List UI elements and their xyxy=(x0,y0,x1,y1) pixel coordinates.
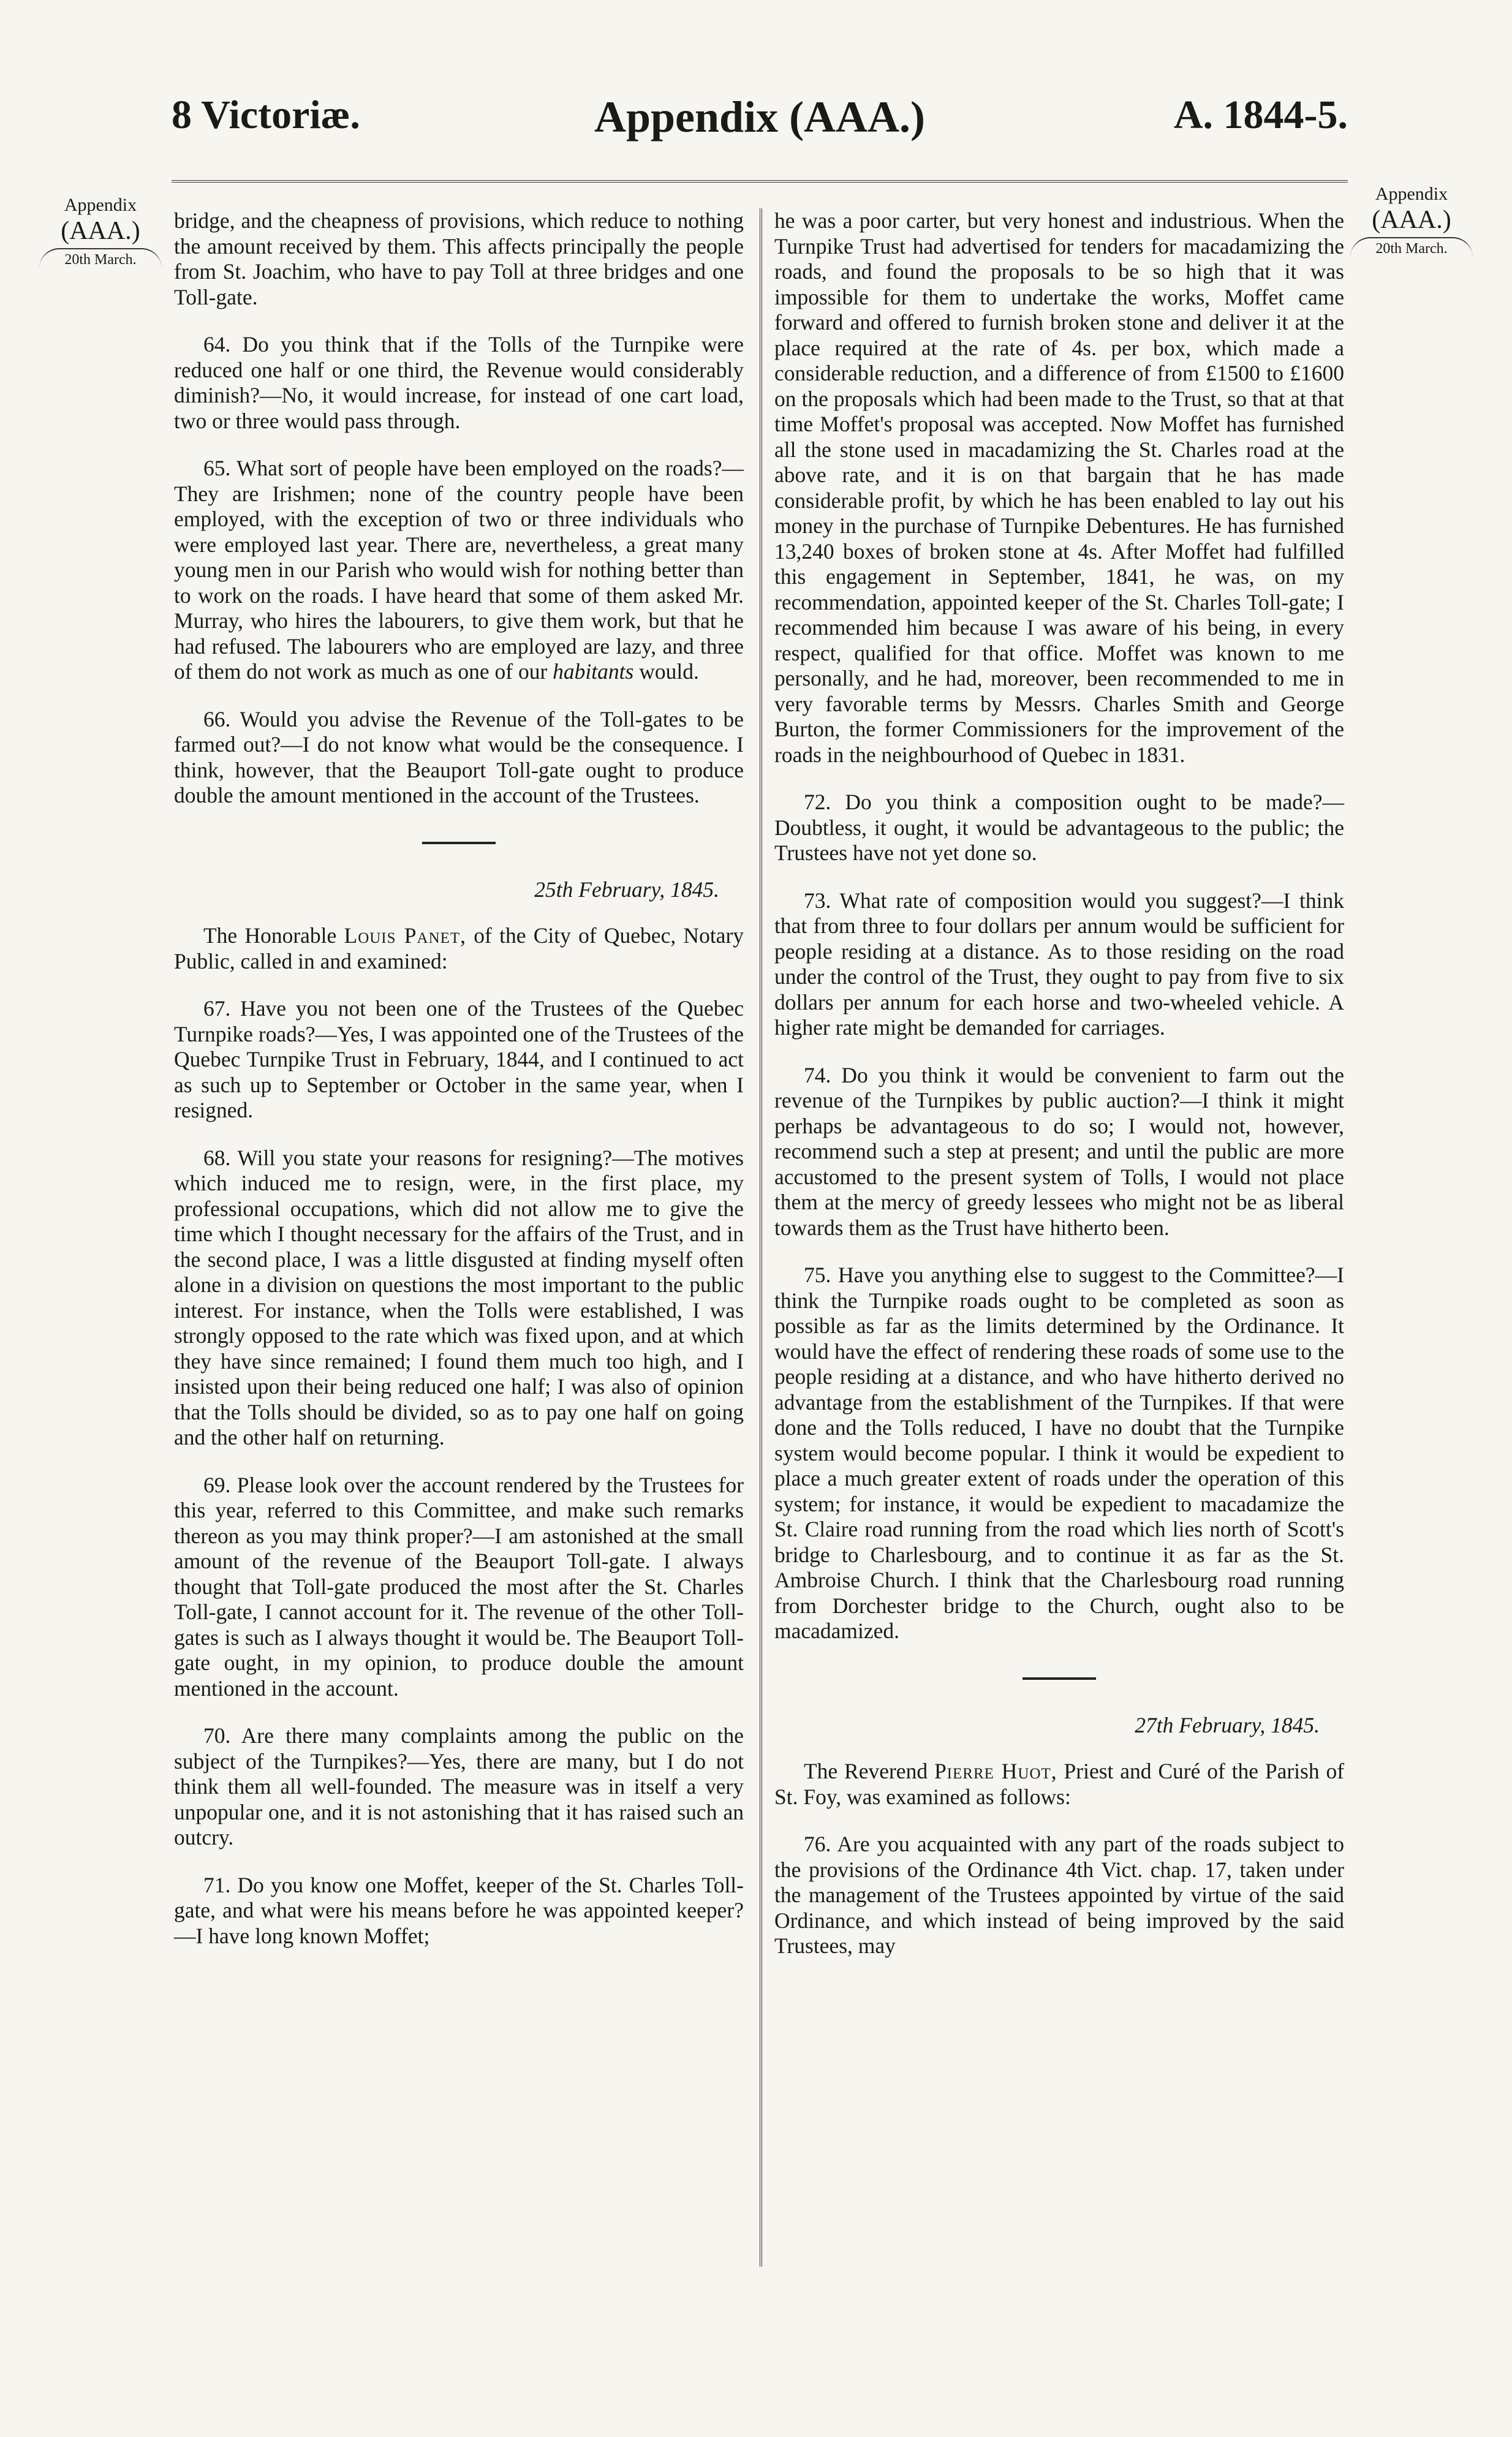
question-70: 70. Are there many complaints among the public on the subject of the Turnpikes?—Yes, there are many, but I do not think them all well-founded. The measure was in itself a very unpopular one, and it is not astonishing that it has raised such an outcry. xyxy=(174,1723,744,1849)
intro-text: The Honorable xyxy=(203,923,337,948)
witness-intro xyxy=(774,1759,1344,1810)
question-64: 64. Do you think that if the Tolls of the Turnpike were reduced one half or one third, the Revenue would considerably diminish?—No, it would increase, for instead of one cart load, two or three would pass through. xyxy=(174,332,744,433)
question-69: 69. Please look over the account rendered by the Trustees for this year, referred to this Committee, and make such remarks thereon as you may think proper?—I am astonished at the small amount of the revenue of the Beauport Toll-gate. I always thought that Toll-gate produced the most after the St. Charles Toll-gate, I cannot account for it. The revenue of the other Toll-gates is such as I always thought it would be. The Beauport Toll-gate ought, in my opinion, to produce double the amount mentioned in the account. xyxy=(174,1472,744,1701)
question-66: 66. Would you advise the Revenue of the Toll-gates to be farmed out?—I do not know what would be the consequence. I think, however, that the Beauport Toll-gate ought to produce double the amount mentioned in the account of the Trustees. xyxy=(174,706,744,807)
intro-text-end: of the City of Quebec, Notary Public, called in and examined: xyxy=(174,923,744,973)
witness-name: Louis Panet, xyxy=(344,923,467,948)
continued-paragraph: he was a poor carter, but very honest and industrious. When the Turnpike Trust had advertised for tenders for macadamizing the roads, and found the proposals to be so high that it was impossible for them to undertake the works, Moffet came forward and offered to furnish broken stone and deliver it at the place required at the rate of 4s. per box, which made a considerable reduction, and a difference of from £1500 to £1600 on the proposals which had been made to the Trust, so that at that time Moffet's proposal was accepted. Now Moffet has furnished all the stone used in macadamizing the St. Charles road at the above rate, and it is on that bargain that he has made considerable profit, by which he has been enabled to lay out his money in the purchase of Turnpike Debentures. He has furnished 13,240 boxes of broken stone at 4s. After Moffet had fulfilled this engagement in September, 1841, he was, on my recommendation, appointed keeper of the St. Charles Toll-gate; I recommended him because I was aware of his being, in every respect, qualified for that office. Moffet was known to me personally, and he had, moreover, been recommended to me in very favorable terms by Messrs. Charles Smith and George Burton, the former Commissioners for the improvement of the roads in the neighbourhood of Quebec in 1831. xyxy=(774,208,1344,767)
question-67: 67. Have you not been one of the Trustees of the Quebec Turnpike roads?—Yes, I was appointed one of the Trustees of the Quebec Turnpike Trust in February, 1844, and I continued to act as such up to September or October in the same year, when I resigned. xyxy=(174,996,744,1122)
section-date: 27th February, 1845. xyxy=(1135,1712,1320,1737)
section-separator xyxy=(422,842,496,844)
margin-date: 20th March. xyxy=(1350,237,1473,258)
section-date: 25th February, 1845. xyxy=(534,877,719,902)
header-appendix-title: Appendix (AAA.) xyxy=(594,93,926,142)
right-margin-note xyxy=(1350,184,1473,257)
left-column xyxy=(174,208,744,1971)
margin-label: Appendix xyxy=(1375,184,1448,204)
page-header xyxy=(172,92,1348,159)
question-65 xyxy=(174,456,744,685)
witness-name: Pierre Huot, xyxy=(934,1759,1057,1783)
question-74: 74. Do you think it would be convenient to farm out the revenue of the Turnpikes by public auction?—I think it might perhaps be advantageous to do so; I would not, however, recommend such a step at present; and until the public are more accustomed to the present system of Tolls, I would not place them at the mercy of greedy lessees who might not be as liberal towards them as the Trust have hitherto been. xyxy=(774,1062,1344,1240)
margin-label: Appendix xyxy=(64,195,137,215)
column-divider xyxy=(760,208,762,2267)
intro-text-end: Priest and Curé of the Parish of St. Foy, was examined as follows: xyxy=(774,1759,1345,1809)
header-rule xyxy=(172,180,1348,183)
section-separator xyxy=(1022,1677,1096,1680)
question-76: 76. Are you acquainted with any part of the roads subject to the provisions of the Ordinance 4th Vict. chap. 17, taken under the management of the Trustees appointed by virtue of the said Ordinance, and which instead of being improved by the said Trustees, may xyxy=(774,1832,1344,1958)
right-column xyxy=(774,208,1344,1981)
header-session: 8 Victoriæ. xyxy=(172,93,360,137)
continued-paragraph: bridge, and the cheapness of provisions, which reduce to nothing the amount received by them. This affects principally the people from St. Joachim, who have to pay Toll at three bridges and one Toll-gate. xyxy=(174,208,744,309)
header-year: A. 1844-5. xyxy=(1173,93,1348,137)
question-71: 71. Do you know one Moffet, keeper of the St. Charles Toll-gate, and what were his means before he was appointed keeper?—I have long known Moffet; xyxy=(174,1872,744,1948)
question-72: 72. Do you think a composition ought to be made?—Doubtless, it ought, it would be advantageous to the public; the Trustees have not yet done so. xyxy=(774,790,1344,865)
question-75: 75. Have you anything else to suggest to the Committee?—I think the Turnpike roads ought to be completed as soon as possible as far as the limits determined by the Ordinance. It would have the effect of rendering these roads of some use to the people residing at a distance, and who have hitherto derived no advantage from the establishment of the Turnpikes. If that were done and the Tolls reduced, I have no doubt that the Turnpike system would become popular. I think it would be expedient to place a much greater extent of roads under the operation of this system; for instance, it would be expedient to macadamize the St. Claire road running from the road which lies north of Scott's bridge to Charlesbourg, and to continue it as far as the St. Ambroise Church. I think that the Charlesbourg road running from Dorchester bridge to the Church, ought also to be macadamized. xyxy=(774,1263,1344,1643)
question-73: 73. What rate of composition would you suggest?—I think that from three to four dollars per annum would be sufficient for people residing at a distance. As to those residing on the road under the control of the Trust, they ought to pay from five to six dollars per annum for each horse and two-wheeled vehicle. A higher rate might be demanded for carriages. xyxy=(774,888,1344,1040)
intro-text: The Reverend xyxy=(804,1759,928,1783)
q65-italic: habitants xyxy=(553,659,634,684)
margin-code: (AAA.) xyxy=(1372,205,1451,234)
question-68: 68. Will you state your reasons for resigning?—The motives which induced me to resign, were, in the first place, my professional occupations, which did not allow me to give the time which I thought necessary for the affairs of the Trust, and in the second place, I was a little disgusted at finding myself often alone in a division on questions the most important to the public interest. For instance, when the Tolls were established, I was strongly opposed to the rate which was fixed upon, and at which they have since remained; I found them much too high, and I insisted upon their being reduced one half; I was also of opinion that the Tolls should be divided, so as to pay one half on going and the other half on returning. xyxy=(174,1145,744,1449)
margin-date: 20th March. xyxy=(39,248,162,269)
left-margin-note xyxy=(39,195,162,268)
margin-code: (AAA.) xyxy=(61,216,140,245)
witness-intro xyxy=(174,923,744,974)
q65-text: 65. What sort of people have been employed on the roads?—They are Irishmen; none of the country people have been employed, with the exception of two or three individuals who were employed last year. There are, nevertheless, a great many young men in our Parish who would wish for nothing better than to work on the roads. I have heard that some of them asked Mr. Murray, who hires the labourers, to give them work, but that he had refused. The labourers who are employed are lazy, and three of them do not work as much as one of our xyxy=(174,456,744,684)
q65-end: would. xyxy=(639,659,699,684)
